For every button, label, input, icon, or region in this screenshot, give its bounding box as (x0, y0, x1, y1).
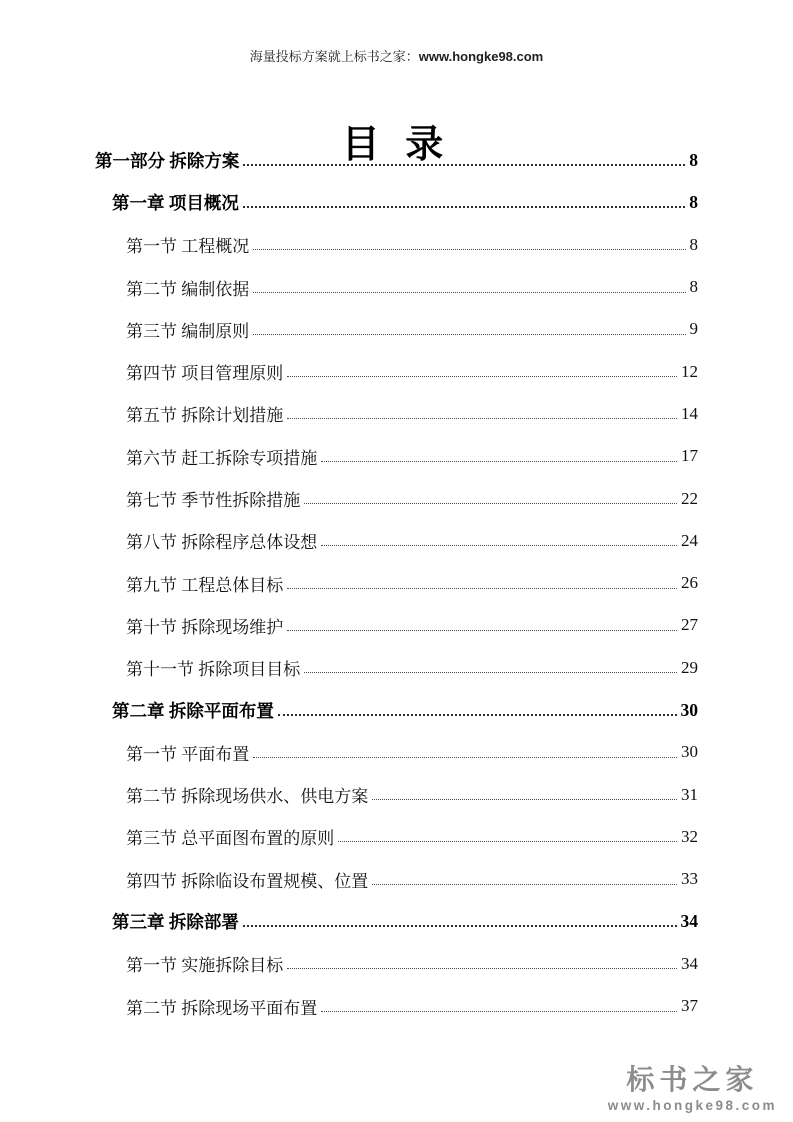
watermark-url: www.hongke98.com (607, 1098, 777, 1114)
toc-entry-title: 第一节 工程概况 (126, 237, 250, 257)
header-site-url: www.hongke98.com (418, 49, 544, 64)
toc-entry-page: 30 (680, 699, 698, 720)
toc-entry[interactable] (95, 943, 698, 985)
toc-entry-title: 第六节 赶工拆除专项措施 (126, 448, 318, 468)
toc-entry[interactable] (95, 266, 698, 308)
dot-leader (278, 714, 677, 716)
dot-leader (287, 376, 677, 377)
toc-entry[interactable] (95, 435, 698, 477)
dot-leader (321, 1011, 677, 1012)
dot-leader (253, 249, 685, 250)
toc-entry-page: 30 (681, 742, 698, 762)
toc-entry[interactable] (95, 647, 698, 689)
toc-entry-page: 8 (689, 277, 698, 297)
toc-entry-page: 37 (681, 996, 698, 1016)
toc-entry[interactable] (95, 520, 698, 562)
toc-entry-title: 第五节 拆除计划措施 (126, 406, 284, 426)
toc-entry-page: 14 (681, 403, 698, 423)
dot-leader (338, 841, 677, 842)
toc-entry[interactable] (95, 731, 698, 773)
toc-entry-title: 第七节 季节性拆除措施 (126, 491, 301, 511)
dot-leader (243, 164, 685, 166)
toc-entry-title: 第四节 项目管理原则 (126, 364, 284, 384)
dot-leader (287, 630, 677, 631)
toc-entry[interactable] (95, 773, 698, 815)
toc-entry-page: 26 (681, 573, 698, 593)
toc-entry-page: 8 (689, 191, 698, 212)
toc-entry-page: 8 (689, 234, 698, 254)
dot-leader (243, 925, 677, 927)
dot-leader (287, 968, 677, 969)
toc-entry-page: 24 (681, 530, 698, 550)
toc-entry-title: 第一部分 拆除方案 (95, 150, 240, 171)
toc-entry-title: 第二节 编制依据 (126, 279, 250, 299)
toc-entry[interactable] (95, 393, 698, 435)
toc-entry-title: 第三节 总平面图布置的原则 (126, 829, 335, 849)
toc-entry[interactable] (95, 308, 698, 350)
toc-entry-title: 第十一节 拆除项目目标 (126, 660, 301, 680)
dot-leader (321, 461, 677, 462)
toc-entry[interactable] (95, 689, 698, 731)
toc-entry-title: 第三节 编制原则 (126, 321, 250, 341)
toc-entry-page: 17 (681, 446, 698, 466)
watermark (608, 1065, 777, 1114)
toc-entry-page: 27 (681, 615, 698, 635)
toc-entry-page: 29 (681, 657, 698, 677)
toc-entry-title: 第三章 拆除部署 (112, 911, 239, 932)
toc-entry[interactable] (95, 562, 698, 604)
toc-entry-title: 第四节 拆除临设布置规模、位置 (126, 871, 369, 891)
toc-entry-page: 33 (681, 869, 698, 889)
toc-entry[interactable] (95, 816, 698, 858)
dot-leader (304, 672, 677, 673)
toc-entry-page: 8 (689, 149, 698, 170)
toc-entry-title: 第十节 拆除现场维护 (126, 617, 284, 637)
toc-entry[interactable] (95, 181, 698, 223)
toc-entry[interactable] (95, 985, 698, 1027)
toc-entry-page: 32 (681, 826, 698, 846)
dot-leader (372, 884, 677, 885)
toc-entry[interactable] (95, 224, 698, 266)
toc-entry[interactable] (95, 139, 698, 181)
header-site-label: 海量投标方案就上标书之家： (249, 49, 419, 64)
toc-entry-title: 第二节 拆除现场平面布置 (126, 998, 318, 1018)
dot-leader (253, 757, 677, 758)
toc-entry-page: 12 (681, 361, 698, 381)
dot-leader (253, 334, 685, 335)
toc-entry-page: 9 (689, 319, 698, 339)
table-of-contents (95, 139, 698, 1027)
toc-entry-title: 第二章 拆除平面布置 (112, 700, 274, 721)
toc-entry-title: 第九节 工程总体目标 (126, 575, 284, 595)
toc-entry[interactable] (95, 858, 698, 900)
toc-entry-page: 31 (681, 784, 698, 804)
toc-entry[interactable] (95, 604, 698, 646)
dot-leader (304, 503, 677, 504)
dot-leader (372, 799, 677, 800)
dot-leader (287, 418, 677, 419)
toc-entry-title: 第八节 拆除程序总体设想 (126, 533, 318, 553)
toc-entry[interactable] (95, 350, 698, 392)
toc-entry-title: 第一节 平面布置 (126, 744, 250, 764)
toc-entry-page: 22 (681, 488, 698, 508)
toc-entry-page: 34 (680, 910, 698, 931)
toc-entry[interactable] (95, 477, 698, 519)
page-header (0, 46, 793, 65)
dot-leader (321, 545, 677, 546)
toc-entry-title: 第二节 拆除现场供水、供电方案 (126, 787, 369, 807)
dot-leader (287, 588, 677, 589)
toc-entry-title: 第一节 实施拆除目标 (126, 956, 284, 976)
toc-entry-title: 第一章 项目概况 (112, 192, 239, 213)
dot-leader (243, 206, 685, 208)
toc-entry[interactable] (95, 900, 698, 942)
watermark-brand: 标书之家 (626, 1064, 759, 1096)
dot-leader (253, 292, 685, 293)
toc-entry-page: 34 (681, 953, 698, 973)
toc-title: 目 录 (341, 124, 452, 167)
